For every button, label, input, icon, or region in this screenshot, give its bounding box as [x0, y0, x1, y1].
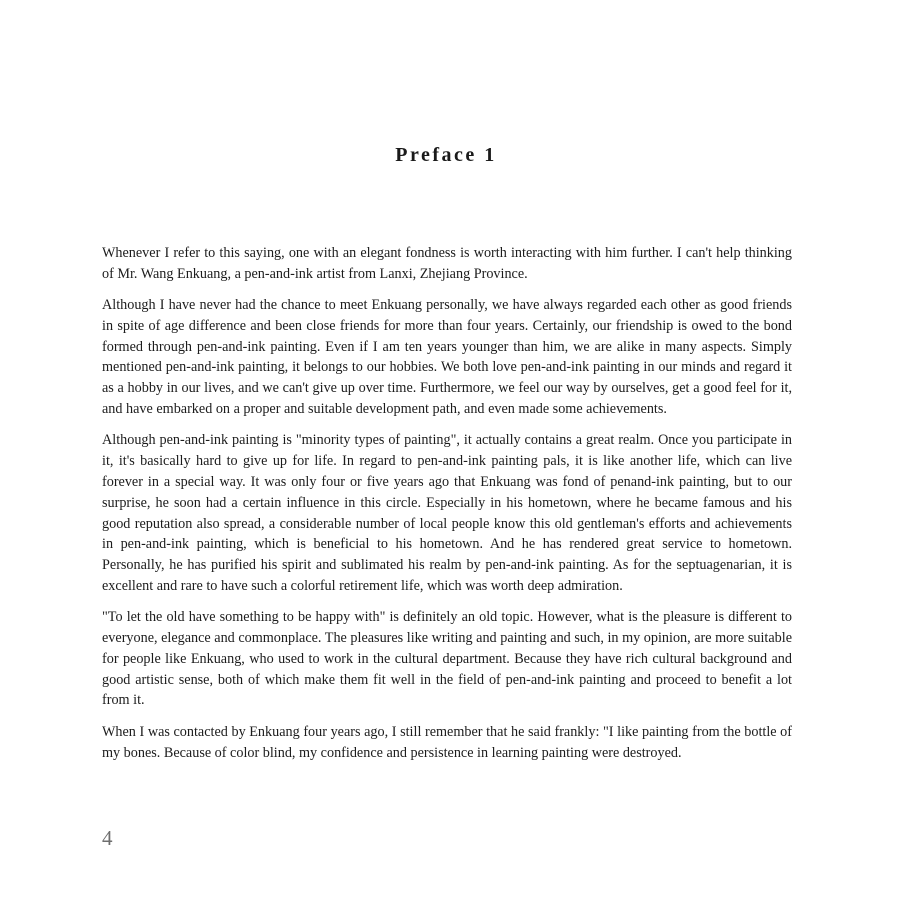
paragraph: "To let the old have something to be happy with" is definitely an old topic. However, what is the pleasure is different to everyone, elegance and commonplace. The pleasures like writing and painting and such, in my opinion, are more suitable for people like Enkuang, who used to work in the cultural department. Because they have rich cultural background and good artistic sense, both of which make them fit well in the field of pen-and-ink painting and proceed to benefit a lot from it. [102, 609, 792, 709]
page-number: 4 [102, 826, 113, 850]
paragraph: Whenever I refer to this saying, one with an elegant fondness is worth interacting with him further. I can't help thinking of Mr. Wang Enkuang, a pen-and-ink artist from Lanxi, Zhejiang Province. [102, 245, 792, 282]
paragraph: When I was contacted by Enkuang four years ago, I still remember that he said frankly: "I like painting from the bottle of my bones. Because of color blind, my confidence and persistence in learning painting were destroyed. [102, 723, 792, 761]
body-text [102, 243, 792, 774]
paragraph: Although pen-and-ink painting is "minority types of painting", it actually contains a great realm. Once you participate in it, it's basically hard to give up for life. In regard to pen-and-ink painting pals, it is like another life, which can live forever in a special way. It was only four or five years ago that Enkuang was fond of penand-ink painting, but to our surprise, he soon had a certain influence in this circle. Especially in his hometown, where he became famous and his good reputation also spread, a considerable number of local people know this old gentleman's efforts and achievements in pen-and-ink painting, which is beneficial to his hometown. And he has rendered great service to hometown. Personally, he has purified his spirit and sublimated his realm by pen-and-ink painting. As for the septuagenarian, it is excellent and rare to have such a colorful retirement life, which was worth deep admiration. [102, 432, 792, 594]
paragraph: Although I have never had the chance to meet Enkuang personally, we have always regarded each other as good friends in spite of age difference and been close friends for more than four years. Certainly, our friendship is owed to the bond formed through pen-and-ink painting. Even if I am ten years younger than him, we are alike in many aspects. Simply mentioned pen-and-ink painting, it belongs to our hobbies. We both love pen-and-ink painting in our minds and regard it as a hobby in our lives, and we can't give up over time. Furthermore, we feel our way by ourselves, get a good feel for it, and have embarked on a proper and suitable development path, and even made some achievements. [102, 297, 792, 418]
page-title: Preface 1 [395, 144, 497, 166]
